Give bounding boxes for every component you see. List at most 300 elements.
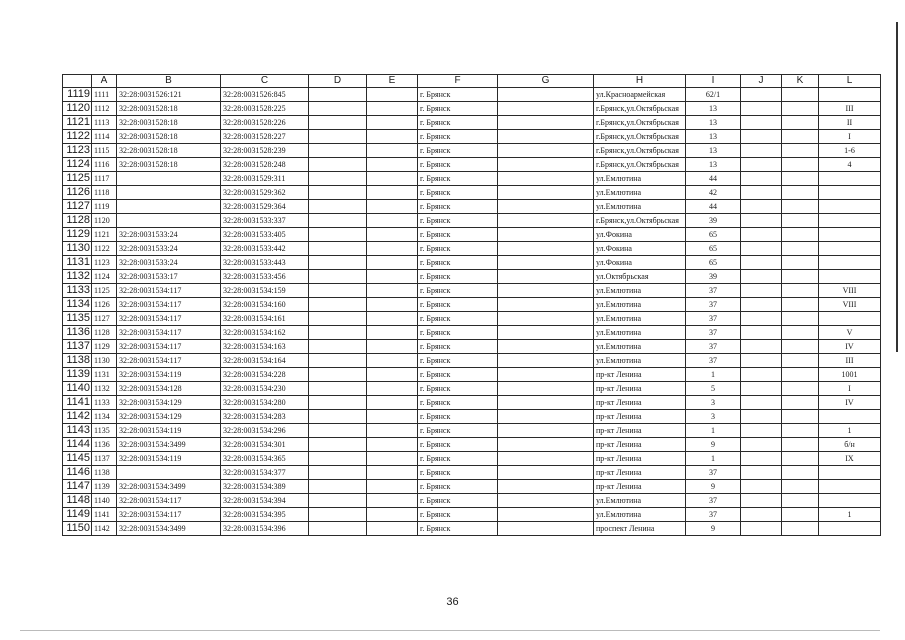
cell-h: ул.Емлютина [594, 340, 686, 354]
cell-l [819, 256, 881, 270]
cell-j [741, 298, 782, 312]
cell-f: г. Брянск [418, 172, 498, 186]
cell-e [367, 522, 418, 536]
table-row [63, 494, 881, 508]
cell-k [782, 410, 819, 424]
cell-k [782, 424, 819, 438]
cell-b [117, 186, 221, 200]
cell-i: 37 [686, 494, 741, 508]
column-header: G [498, 75, 594, 88]
row-number: 1126 [63, 186, 92, 200]
cell-a: 1127 [92, 312, 117, 326]
cell-k [782, 116, 819, 130]
cell-b: 32:28:0031534:117 [117, 312, 221, 326]
cell-l: 1001 [819, 368, 881, 382]
cell-e [367, 270, 418, 284]
spreadsheet-table [62, 74, 881, 536]
cell-e [367, 242, 418, 256]
row-number: 1134 [63, 298, 92, 312]
cell-f: г. Брянск [418, 256, 498, 270]
cell-l [819, 172, 881, 186]
cell-j [741, 452, 782, 466]
cell-g [498, 522, 594, 536]
scan-edge-line [896, 22, 898, 352]
cell-b: 32:28:0031534:117 [117, 354, 221, 368]
cell-h: г.Брянск,ул.Октябрьская [594, 130, 686, 144]
cell-d [309, 256, 367, 270]
table-row [63, 256, 881, 270]
cell-a: 1136 [92, 438, 117, 452]
column-header: F [418, 75, 498, 88]
cell-k [782, 466, 819, 480]
row-number: 1142 [63, 410, 92, 424]
cell-i: 13 [686, 116, 741, 130]
column-header: B [117, 75, 221, 88]
cell-g [498, 256, 594, 270]
cell-e [367, 424, 418, 438]
cell-d [309, 382, 367, 396]
scan-bottom-edge [20, 630, 880, 631]
cell-f: г. Брянск [418, 200, 498, 214]
cell-b: 32:28:0031534:3499 [117, 522, 221, 536]
cell-k [782, 256, 819, 270]
cell-l [819, 186, 881, 200]
cell-f: г. Брянск [418, 214, 498, 228]
cell-k [782, 242, 819, 256]
cell-h: ул.Фокина [594, 228, 686, 242]
cell-c: 32:28:0031528:225 [221, 102, 309, 116]
row-number: 1119 [63, 88, 92, 102]
table-row [63, 438, 881, 452]
cell-a: 1119 [92, 200, 117, 214]
cell-c: 32:28:0031533:443 [221, 256, 309, 270]
cell-j [741, 466, 782, 480]
cell-k [782, 284, 819, 298]
column-header: C [221, 75, 309, 88]
cell-f: г. Брянск [418, 270, 498, 284]
cell-f: г. Брянск [418, 116, 498, 130]
cell-l [819, 88, 881, 102]
cell-l: VIII [819, 284, 881, 298]
row-number: 1132 [63, 270, 92, 284]
cell-l [819, 200, 881, 214]
cell-a: 1140 [92, 494, 117, 508]
cell-e [367, 508, 418, 522]
cell-a: 1125 [92, 284, 117, 298]
cell-d [309, 242, 367, 256]
cell-i: 9 [686, 522, 741, 536]
cell-h: пр-кт Ленина [594, 424, 686, 438]
cell-j [741, 480, 782, 494]
cell-e [367, 200, 418, 214]
cell-b: 32:28:0031534:117 [117, 508, 221, 522]
cell-k [782, 214, 819, 228]
cell-h: ул.Фокина [594, 256, 686, 270]
cell-e [367, 102, 418, 116]
cell-k [782, 298, 819, 312]
cell-b: 32:28:0031533:24 [117, 256, 221, 270]
row-number: 1143 [63, 424, 92, 438]
cell-a: 1139 [92, 480, 117, 494]
cell-j [741, 508, 782, 522]
row-number: 1147 [63, 480, 92, 494]
cell-c: 32:28:0031534:283 [221, 410, 309, 424]
table-row [63, 228, 881, 242]
table-row [63, 396, 881, 410]
cell-e [367, 326, 418, 340]
cell-k [782, 452, 819, 466]
cell-c: 32:28:0031528:248 [221, 158, 309, 172]
table-row [63, 200, 881, 214]
cell-f: г. Брянск [418, 438, 498, 452]
table-row [63, 242, 881, 256]
table-row [63, 158, 881, 172]
cell-a: 1120 [92, 214, 117, 228]
cell-c: 32:28:0031529:311 [221, 172, 309, 186]
cell-i: 44 [686, 200, 741, 214]
cell-l: 1 [819, 424, 881, 438]
table-row [63, 382, 881, 396]
cell-g [498, 480, 594, 494]
cell-k [782, 102, 819, 116]
cell-b: 32:28:0031534:117 [117, 340, 221, 354]
cell-f: г. Брянск [418, 396, 498, 410]
row-number: 1124 [63, 158, 92, 172]
cell-c: 32:28:0031534:161 [221, 312, 309, 326]
cell-l: б/н [819, 438, 881, 452]
cell-g [498, 186, 594, 200]
cell-l: III [819, 102, 881, 116]
cell-f: г. Брянск [418, 410, 498, 424]
cell-j [741, 382, 782, 396]
cell-e [367, 214, 418, 228]
cell-j [741, 102, 782, 116]
cell-i: 39 [686, 214, 741, 228]
cell-g [498, 354, 594, 368]
cell-h: ул.Емлютина [594, 354, 686, 368]
cell-b: 32:28:0031534:117 [117, 326, 221, 340]
cell-k [782, 130, 819, 144]
cell-b: 32:28:0031534:119 [117, 452, 221, 466]
cell-c: 32:28:0031533:337 [221, 214, 309, 228]
cell-g [498, 410, 594, 424]
cell-l: IX [819, 452, 881, 466]
row-number: 1133 [63, 284, 92, 298]
cell-j [741, 214, 782, 228]
cell-c: 32:28:0031528:226 [221, 116, 309, 130]
table-row [63, 88, 881, 102]
cell-g [498, 494, 594, 508]
cell-h: ул.Фокина [594, 242, 686, 256]
cell-j [741, 228, 782, 242]
cell-a: 1118 [92, 186, 117, 200]
cell-c: 32:28:0031534:396 [221, 522, 309, 536]
row-number: 1129 [63, 228, 92, 242]
cell-i: 44 [686, 172, 741, 186]
cell-h: ул.Емлютина [594, 298, 686, 312]
cell-j [741, 270, 782, 284]
table-row [63, 368, 881, 382]
cell-g [498, 228, 594, 242]
cell-d [309, 410, 367, 424]
cell-h: проспект Ленина [594, 522, 686, 536]
cell-l: VIII [819, 298, 881, 312]
cell-d [309, 368, 367, 382]
cell-c: 32:28:0031534:296 [221, 424, 309, 438]
cell-l [819, 214, 881, 228]
cell-a: 1134 [92, 410, 117, 424]
cell-l [819, 480, 881, 494]
cell-f: г. Брянск [418, 284, 498, 298]
table-row [63, 326, 881, 340]
cell-d [309, 522, 367, 536]
cell-h: пр-кт Ленина [594, 396, 686, 410]
cell-f: г. Брянск [418, 158, 498, 172]
cell-b [117, 200, 221, 214]
row-number: 1136 [63, 326, 92, 340]
row-number: 1138 [63, 354, 92, 368]
row-number: 1141 [63, 396, 92, 410]
cell-h: ул.Емлютина [594, 508, 686, 522]
cell-k [782, 522, 819, 536]
cell-c: 32:28:0031534:163 [221, 340, 309, 354]
cell-k [782, 340, 819, 354]
cell-a: 1130 [92, 354, 117, 368]
cell-d [309, 326, 367, 340]
cell-l [819, 494, 881, 508]
cell-a: 1124 [92, 270, 117, 284]
cell-a: 1117 [92, 172, 117, 186]
cell-g [498, 116, 594, 130]
cell-a: 1126 [92, 298, 117, 312]
cell-g [498, 200, 594, 214]
cell-l: III [819, 354, 881, 368]
cell-a: 1115 [92, 144, 117, 158]
table-row [63, 172, 881, 186]
column-header-row [63, 75, 881, 88]
row-number: 1125 [63, 172, 92, 186]
cell-i: 1 [686, 424, 741, 438]
cell-g [498, 382, 594, 396]
cell-g [498, 326, 594, 340]
cell-e [367, 480, 418, 494]
cell-j [741, 312, 782, 326]
column-header: D [309, 75, 367, 88]
cell-h: ул.Емлютина [594, 312, 686, 326]
cell-k [782, 354, 819, 368]
cell-f: г. Брянск [418, 144, 498, 158]
cell-c: 32:28:0031529:364 [221, 200, 309, 214]
cell-i: 37 [686, 312, 741, 326]
table-row [63, 284, 881, 298]
cell-d [309, 438, 367, 452]
cell-b: 32:28:0031533:24 [117, 228, 221, 242]
cell-i: 3 [686, 396, 741, 410]
cell-f: г. Брянск [418, 382, 498, 396]
cell-g [498, 298, 594, 312]
cell-j [741, 144, 782, 158]
cell-e [367, 172, 418, 186]
cell-e [367, 466, 418, 480]
cell-b: 32:28:0031534:128 [117, 382, 221, 396]
cell-l [819, 522, 881, 536]
cell-a: 1138 [92, 466, 117, 480]
cell-l: II [819, 116, 881, 130]
corner-cell [63, 75, 92, 88]
cell-b: 32:28:0031534:3499 [117, 480, 221, 494]
cell-j [741, 396, 782, 410]
row-number: 1148 [63, 494, 92, 508]
cell-c: 32:28:0031534:301 [221, 438, 309, 452]
cell-a: 1135 [92, 424, 117, 438]
cell-h: пр-кт Ленина [594, 466, 686, 480]
cell-i: 37 [686, 340, 741, 354]
cell-g [498, 466, 594, 480]
cell-e [367, 354, 418, 368]
cell-f: г. Брянск [418, 480, 498, 494]
cell-c: 32:28:0031534:389 [221, 480, 309, 494]
cell-d [309, 354, 367, 368]
cell-a: 1116 [92, 158, 117, 172]
table-row [63, 466, 881, 480]
table-row [63, 410, 881, 424]
cell-i: 65 [686, 242, 741, 256]
cell-i: 37 [686, 508, 741, 522]
table-row [63, 270, 881, 284]
cell-d [309, 214, 367, 228]
cell-b: 32:28:0031533:17 [117, 270, 221, 284]
cell-d [309, 284, 367, 298]
cell-k [782, 200, 819, 214]
cell-f: г. Брянск [418, 340, 498, 354]
column-header: H [594, 75, 686, 88]
cell-c: 32:28:0031526:845 [221, 88, 309, 102]
cell-c: 32:28:0031534:162 [221, 326, 309, 340]
cell-k [782, 508, 819, 522]
cell-b: 32:28:0031528:18 [117, 158, 221, 172]
cell-a: 1141 [92, 508, 117, 522]
cell-i: 65 [686, 228, 741, 242]
page-number: 36 [446, 596, 459, 608]
cell-l: IV [819, 396, 881, 410]
cell-g [498, 368, 594, 382]
cell-k [782, 228, 819, 242]
cell-d [309, 116, 367, 130]
cell-g [498, 452, 594, 466]
cell-k [782, 494, 819, 508]
cell-h: г.Брянск,ул.Октябрьская [594, 102, 686, 116]
column-header: K [782, 75, 819, 88]
cell-h: пр-кт Ленина [594, 438, 686, 452]
cell-h: г.Брянск,ул.Октябрьская [594, 116, 686, 130]
cell-h: пр-кт Ленина [594, 410, 686, 424]
column-header: A [92, 75, 117, 88]
cell-j [741, 410, 782, 424]
cell-d [309, 424, 367, 438]
cell-d [309, 466, 367, 480]
cell-j [741, 438, 782, 452]
cell-k [782, 368, 819, 382]
cell-j [741, 88, 782, 102]
cell-f: г. Брянск [418, 494, 498, 508]
cell-f: г. Брянск [418, 228, 498, 242]
cell-g [498, 424, 594, 438]
cell-b: 32:28:0031533:24 [117, 242, 221, 256]
cell-g [498, 214, 594, 228]
row-number: 1128 [63, 214, 92, 228]
cell-f: г. Брянск [418, 326, 498, 340]
cell-e [367, 158, 418, 172]
cell-i: 13 [686, 102, 741, 116]
table-row [63, 144, 881, 158]
cell-e [367, 228, 418, 242]
cell-c: 32:28:0031534:159 [221, 284, 309, 298]
cell-j [741, 130, 782, 144]
cell-j [741, 256, 782, 270]
cell-j [741, 368, 782, 382]
table-row [63, 214, 881, 228]
cell-j [741, 186, 782, 200]
row-number: 1137 [63, 340, 92, 354]
row-number: 1139 [63, 368, 92, 382]
cell-e [367, 88, 418, 102]
cell-j [741, 284, 782, 298]
cell-h: пр-кт Ленина [594, 480, 686, 494]
cell-k [782, 144, 819, 158]
cell-e [367, 438, 418, 452]
cell-j [741, 340, 782, 354]
row-number: 1149 [63, 508, 92, 522]
cell-i: 13 [686, 144, 741, 158]
column-header: L [819, 75, 881, 88]
cell-c: 32:28:0031534:230 [221, 382, 309, 396]
table-row [63, 312, 881, 326]
cell-b [117, 172, 221, 186]
cell-b: 32:28:0031534:117 [117, 494, 221, 508]
cell-k [782, 312, 819, 326]
cell-j [741, 494, 782, 508]
cell-b: 32:28:0031534:129 [117, 410, 221, 424]
cell-a: 1142 [92, 522, 117, 536]
cell-h: ул.Емлютина [594, 494, 686, 508]
cell-g [498, 158, 594, 172]
cell-a: 1121 [92, 228, 117, 242]
cell-i: 9 [686, 438, 741, 452]
cell-g [498, 88, 594, 102]
cell-h: ул.Красноармейская [594, 88, 686, 102]
cell-e [367, 298, 418, 312]
cell-l [819, 242, 881, 256]
cell-d [309, 396, 367, 410]
cell-k [782, 158, 819, 172]
cell-a: 1111 [92, 88, 117, 102]
cell-a: 1122 [92, 242, 117, 256]
cell-g [498, 144, 594, 158]
column-header: E [367, 75, 418, 88]
cell-c: 32:28:0031533:442 [221, 242, 309, 256]
cell-i: 1 [686, 452, 741, 466]
cell-f: г. Брянск [418, 466, 498, 480]
cell-c: 32:28:0031533:456 [221, 270, 309, 284]
cell-i: 3 [686, 410, 741, 424]
cell-c: 32:28:0031529:362 [221, 186, 309, 200]
cell-e [367, 256, 418, 270]
cell-k [782, 326, 819, 340]
cell-a: 1137 [92, 452, 117, 466]
cell-a: 1112 [92, 102, 117, 116]
cell-l [819, 228, 881, 242]
cell-c: 32:28:0031534:160 [221, 298, 309, 312]
